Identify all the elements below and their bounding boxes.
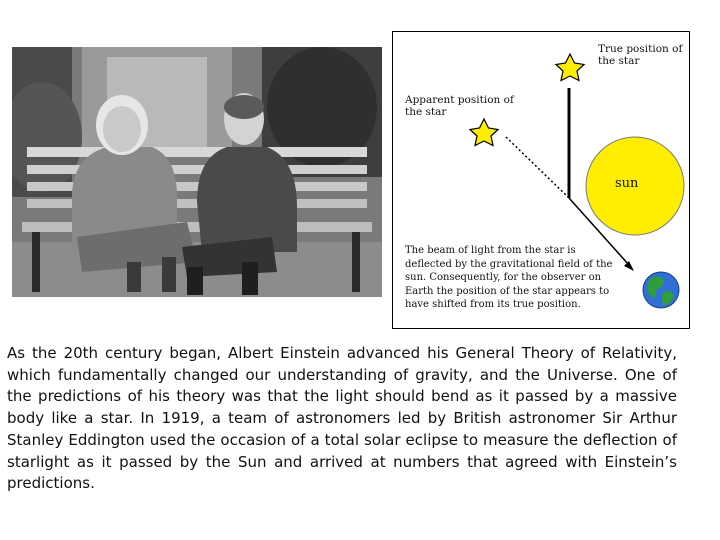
earth-icon [643, 272, 679, 308]
light-deflection-diagram [392, 31, 690, 329]
apparent-light-path [506, 137, 569, 198]
einstein-eddington-photo [12, 47, 382, 297]
true-star-icon [556, 54, 584, 81]
apparent-position-label: Apparent position of the star [405, 94, 514, 118]
diagram-caption: The beam of light from the star is deflected by the gravitational field of the sun. Consequently, for the observer on Earth the position of the star appears to have shifted from its true position. [405, 245, 613, 310]
body-paragraph: As the 20th century began, Albert Einstein advanced his General Theory of Relativity, which fundamentally changed our understanding of gravity, and the Universe. One of the predictions of his theory was that the light should bend as it passed by a massive body like a star. In 1919, a team of astronomers led by British astronomer Sir Arthur Stanley Eddington used the occasion of a total solar eclipse to measure the deflection of starlight as it passed by the Sun and arrived at numbers that agreed with Einstein’s predictions. [7, 344, 677, 493]
true-position-label: True position of the star [598, 43, 683, 67]
photo-illustration [12, 47, 382, 297]
sun-label: sun [615, 176, 639, 191]
apparent-star-icon [470, 119, 498, 146]
arrow-head-icon [624, 261, 634, 271]
